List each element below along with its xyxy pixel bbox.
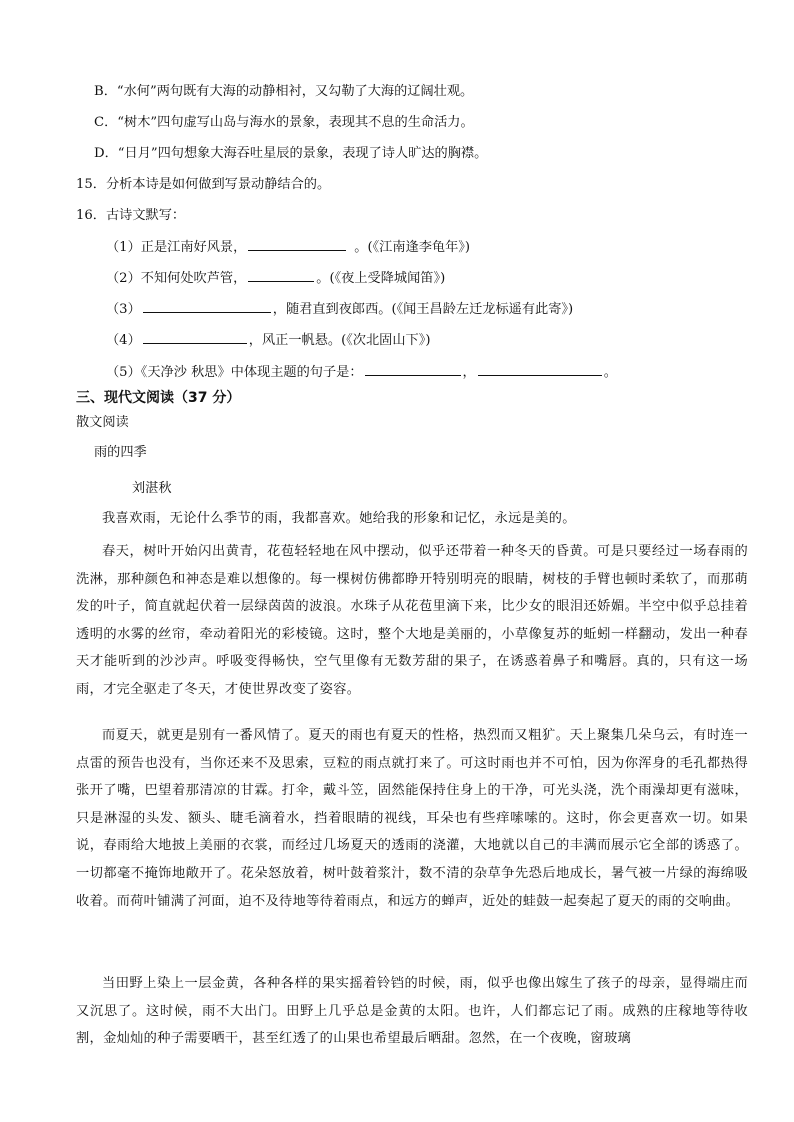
question-16-item-2: [106, 268, 445, 289]
section-heading: 三、现代文阅读（37 分）: [76, 390, 241, 406]
item-2-prefix: （2）不知何处吹芦管，: [106, 271, 247, 286]
question-16-item-1: [106, 237, 470, 258]
essay-paragraph-1: 我喜欢雨，无论什么季节的雨，我都喜欢。她给我的形象和记忆，永远是美的。: [102, 511, 576, 526]
essay-author: 刘湛秋: [132, 481, 172, 496]
answer-blank-1[interactable]: [248, 237, 346, 251]
item-3-suffix: ，随君直到夜郎西。(《闻王昌龄左迁龙标遥有此寄》): [272, 302, 574, 317]
question-15: 15．分析本诗是如何做到写景动静结合的。: [76, 177, 331, 192]
item-5-prefix: （5）《天净沙 秋思》中体现主题的句子是：: [106, 365, 363, 380]
essay-paragraph-3: 而夏天，就更是别有一番风情了。夏天的雨也有夏天的性格，热烈而又粗犷。天上聚集几朵乌云，有时连一点雷的预告也没有，当你还来不及思索，豆粒的雨点就打来了。可这时雨也并不可怕，因为你浑身的毛孔都热得张开了嘴，巴望着那清凉的甘霖。打伞，戴斗笠，固然能保持住身上的干净，可光头浇，洗个雨澡却更有滋味，只是淋湿的头发、额头、睫毛滴着水，挡着眼睛的视线，耳朵也有些痒嗦嗦的。这时，你会更喜欢一切。如果说，春雨给大地披上美丽的衣裳，而经过几场夏天的透雨的浇灌，大地就以自己的丰满而展示它全部的诱惑了。一切都毫不掩饰地敞开了。花朵怒放着，树叶鼓着浆汁，数不清的杂草争先恐后地成长，暑气被一片绿的海绵吸收着。而荷叶铺满了河面，迫不及待地等待着雨点，和远方的蝉声，近处的蛙鼓一起奏起了夏天的雨的交响曲。: [76, 728, 748, 909]
essay-paragraph-2: 春天，树叶开始闪出黄青，花苞轻轻地在风中摆动，似乎还带着一种冬天的昏黄。可是只要经过一场春雨的洗淋，那种颜色和神态是难以想像的。每一棵树仿佛都睁开特别明亮的眼睛，树枝的手臂也顿时柔软了，而那萌发的叶子，简直就起伏着一层绿茵茵的波浪。水珠子从花苞里滴下来，比少女的眼泪还娇媚。半空中似乎总挂着透明的水雾的丝帘，牵动着阳光的彩棱镜。这时，整个大地是美丽的，小草像复苏的蚯蚓一样翻动，发出一种春天才能听到的沙沙声。呼吸变得畅快，空气里像有无数芳甜的果子，在诱惑着鼻子和嘴唇。真的，只有这一场雨，才完全驱走了冬天，才使世界改变了姿容。: [76, 544, 748, 697]
answer-blank-5b[interactable]: [478, 362, 602, 376]
item-4-suffix: ，风正一帆悬。(《次北固山下》): [248, 333, 431, 348]
question-16-title: 16．古诗文默写：: [76, 208, 186, 223]
question-16-item-3: [106, 299, 573, 320]
question-16-item-4: [106, 330, 430, 351]
answer-blank-5a[interactable]: [365, 362, 461, 376]
choice-c: C．“树木”四句虚写山岛与海水的景象，表现其不息的生命活力。: [94, 115, 474, 130]
choice-d: D．“日月”四句想象大海吞吐星辰的景象，表现了诗人旷达的胸襟。: [94, 146, 488, 161]
item-2-suffix: 。(《夜上受降城闻笛》): [316, 271, 446, 286]
answer-blank-3[interactable]: [143, 299, 271, 313]
item-1-prefix: （1）正是江南好风景，: [106, 240, 247, 255]
essay-title: 雨的四季: [94, 445, 147, 460]
answer-blank-4[interactable]: [143, 330, 247, 344]
answer-blank-2[interactable]: [248, 268, 314, 282]
item-5-suffix: 。: [603, 365, 617, 380]
item-5-middle: ，: [462, 365, 476, 380]
question-16-item-5: [106, 362, 617, 383]
reading-genre: 散文阅读: [76, 415, 129, 430]
essay-paragraph-4: 当田野上染上一层金黄，各种各样的果实摇着铃铛的时候，雨，似乎也像出嫁生了孩子的母亲，显得端庄而又沉思了。这时候，雨不大出门。田野上几乎总是金黄的太阳。也许，人们都忘记了雨。成熟的庄稼地等待收割，金灿灿的种子需要晒干，甚至红透了的山果也希望最后晒甜。忽然，在一个夜晚，窗玻璃: [76, 976, 748, 1047]
item-3-prefix: （3）: [106, 302, 141, 317]
choice-b: B．“水何”两句既有大海的动静相衬，又勾勒了大海的辽阔壮观。: [94, 84, 474, 99]
item-4-prefix: （4）: [106, 333, 141, 348]
item-1-suffix: 。(《江南逢李龟年》): [354, 240, 471, 255]
